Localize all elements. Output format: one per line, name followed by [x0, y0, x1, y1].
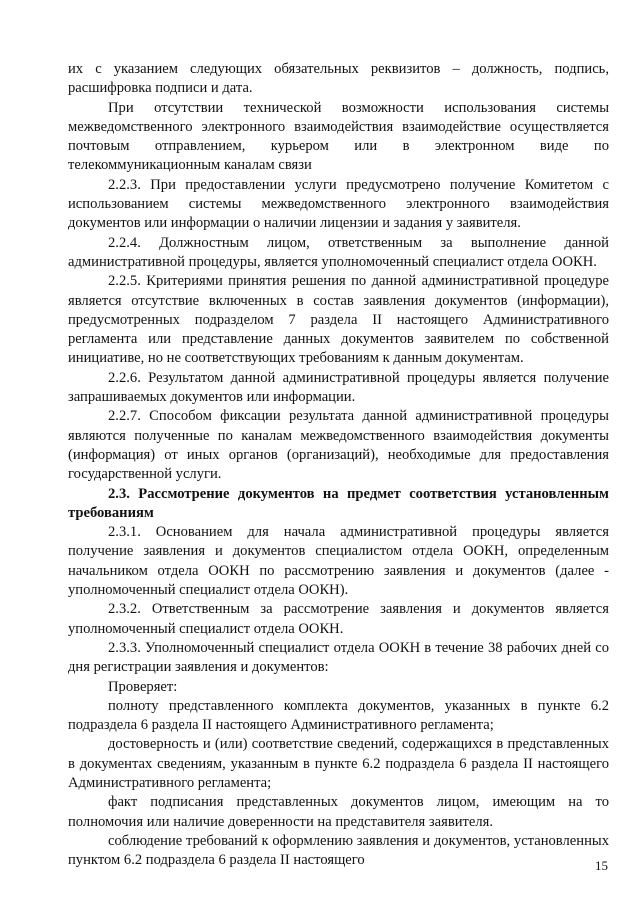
paragraph: 2.2.6. Результатом данной административной процедуры является получение запрашиваемых документов или информации.	[68, 369, 609, 406]
list-item: достоверность и (или) соответствие сведений, содержащихся в представленных в документах сведениям, указанным в пункте 6.2 подраздела 6 раздела II настоящего Административного регламента;	[68, 736, 609, 791]
page-number: 15	[595, 858, 608, 873]
paragraph: 2.3.2. Ответственным за рассмотрение заявления и документов является уполномоченный специалист отдела ООКН.	[68, 601, 609, 637]
list-item: факт подписания представленных документов лицом, имеющим на то полномочия или наличие доверенности на представителя заявителя.	[68, 794, 609, 830]
paragraph: 2.3.3. Уполномоченный специалист отдела ООКН в течение 38 рабочих дней со дня регистрации заявления и документов:	[68, 639, 609, 676]
paragraph: 2.2.7. Способом фиксации результата данной административной процедуры являются полученные по каналам межведомственного взаимодействия документы (информация) от иных органов (организаций), необходимые для предоставления государственной услуги.	[68, 408, 609, 483]
paragraph: Проверяет:	[108, 678, 178, 695]
paragraph: При отсутствии технической возможности использования системы межведомственного электронного взаимодействия взаимодействие осуществляется почтовым отправлением, курьером или в электронном виде по телекоммуникационным каналам связи	[68, 99, 609, 174]
paragraph: их с указанием следующих обязательных реквизитов – должность, подпись, расшифровка подписи и дата.	[68, 61, 609, 97]
list-item: соблюдение требований к оформлению заявления и документов, установленных пунктом 6.2 подраздела 6 раздела II настоящего	[68, 832, 609, 869]
paragraph: 2.3.1. Основанием для начала административной процедуры является получение заявления и документов специалистом отдела ООКН, определенным начальником отдела ООКН по рассмотрению заявления и документов (далее - уполномоченный специалист отдела ООКН).	[68, 524, 609, 599]
paragraph: 2.2.5. Критериями принятия решения по данной административной процедуре является отсутствие включенных в состав заявления документов (информации), предусмотренных подразделом 7 раздела II настоящего Административного регламента или представление данных документов заявителем по собственной инициативе, но не соответствующих требованиям к данным документам.	[68, 273, 609, 367]
document-body	[68, 60, 609, 870]
list-item: полноту представленного комплекта документов, указанных в пункте 6.2 подраздела 6 раздела II настоящего Административного регламента;	[68, 697, 609, 734]
paragraph: 2.2.3. При предоставлении услуги предусмотрено получение Комитетом с использованием системы межведомственного электронного взаимодействия документов или информации о наличии лицензии и задания у заявителя.	[68, 176, 609, 232]
paragraph: 2.2.4. Должностным лицом, ответственным за выполнение данной административной процедуры, является уполномоченный специалист отдела ООКН.	[68, 234, 609, 270]
section-heading: 2.3. Рассмотрение документов на предмет соответствия установленным требованиям	[68, 485, 609, 521]
